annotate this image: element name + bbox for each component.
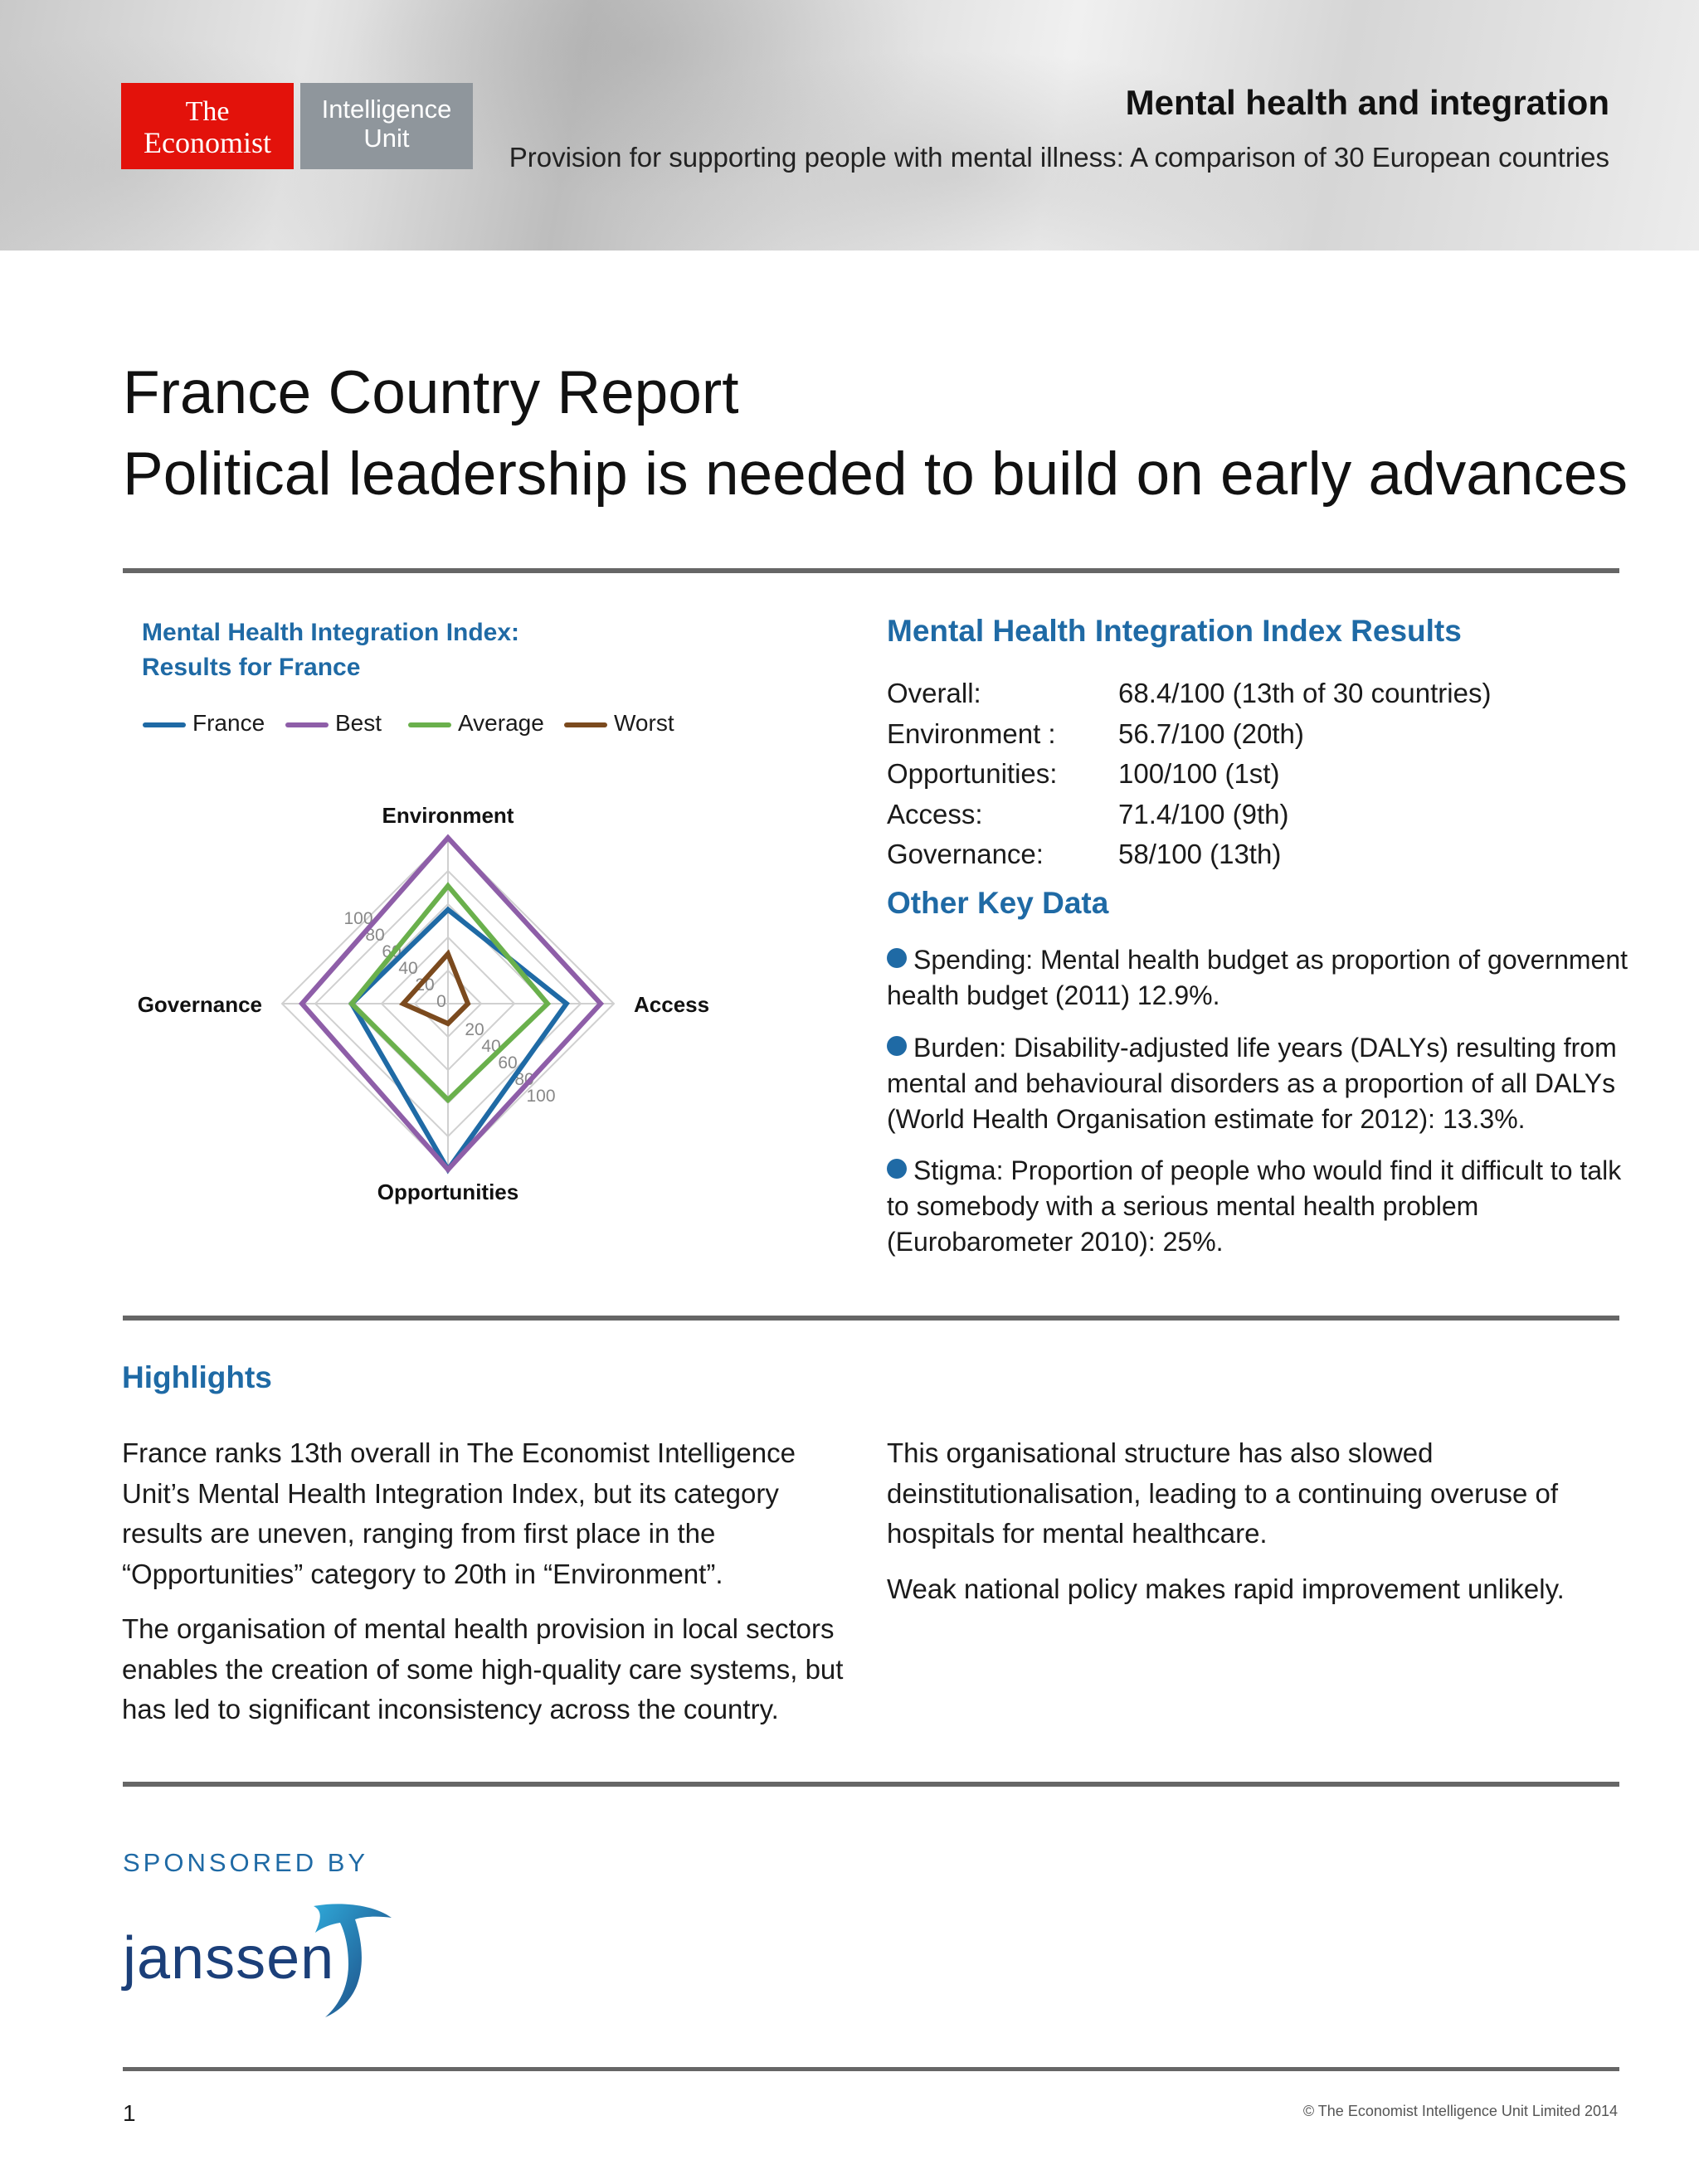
copyright-notice: © The Economist Intelligence Unit Limited 2014 <box>1302 2103 1618 2119</box>
radar-tick-label: 100 <box>526 1087 556 1106</box>
radar-chart <box>116 763 780 1244</box>
chart-title-line2: Results for France <box>142 654 361 681</box>
eiu-logo-line2: Unit <box>363 124 410 153</box>
legend-swatch-worst <box>564 722 607 727</box>
publication-title: Mental health and integration <box>1125 83 1609 122</box>
results-label: Overall: <box>887 678 981 708</box>
results-label: Environment : <box>887 717 1056 749</box>
key-data-text: Spending: Mental health budget as proportion of government health budget (2011) 12.9%. <box>887 945 1628 1010</box>
economist-logo-line2: Economist <box>144 126 271 159</box>
publication-subtitle: Provision for supporting people with mental illness: A comparison of 30 European countries <box>509 142 1609 173</box>
legend-label-worst: Worst <box>614 710 674 736</box>
radar-tick-label: 60 <box>498 1053 518 1073</box>
results-value: 100/100 (1st) <box>1118 758 1280 789</box>
radar-axis-label-environment: Environment <box>382 803 514 828</box>
highlights-paragraph: France ranks 13th overall in The Economist Intelligence Unit’s Mental Health Integration Index, but its category results are uneven, ranging from first place in the “Opportunities” category to 20th in “Environment”. <box>122 1437 796 1589</box>
results-value: 56.7/100 (20th) <box>1118 717 1304 749</box>
divider <box>123 1782 1619 1787</box>
results-value: 58/100 (13th) <box>1118 839 1282 869</box>
janssen-logo-icon <box>307 1899 398 2020</box>
divider <box>123 1316 1619 1321</box>
legend-item-france <box>143 710 265 737</box>
legend-item-best <box>285 710 382 737</box>
results-label: Opportunities: <box>887 758 1058 789</box>
radar-axis-label-governance: Governance <box>137 992 262 1017</box>
bullet-icon <box>887 1159 907 1179</box>
radar-axis-label-access: Access <box>634 992 710 1017</box>
divider <box>123 2067 1619 2071</box>
key-data-text: Stigma: Proportion of people who would find it difficult to talk to somebody with a serious mental health problem (Eurobarometer 2010): 25%. <box>887 1155 1622 1257</box>
radar-axis-label-opportunities: Opportunities <box>377 1180 519 1204</box>
highlights-paragraph: This organisational structure has also slowed deinstitutionalisation, leading to a continuing overuse of hospitals for mental healthcare. <box>887 1437 1559 1549</box>
report-title <box>123 353 1628 515</box>
bullet-icon <box>887 948 907 968</box>
radar-tick-label: 40 <box>398 959 418 978</box>
legend-item-worst <box>564 710 674 737</box>
bullet-icon <box>887 1036 907 1056</box>
radar-tick-label: 80 <box>365 926 385 945</box>
legend-item-average <box>408 710 544 737</box>
highlights-paragraph: The organisation of mental health provision in local sectors enables the creation of some high-quality care systems, but has led to significant inconsistency across the country. <box>122 1613 844 1724</box>
legend-label-average: Average <box>458 710 544 736</box>
legend-swatch-france <box>143 722 186 727</box>
radar-tick-label: 100 <box>343 909 373 928</box>
radar-tick-label: 0 <box>436 992 446 1011</box>
highlights-paragraph: Weak national policy makes rapid improvement unlikely. <box>887 1574 1565 1604</box>
results-heading: Mental Health Integration Index Results <box>887 614 1462 648</box>
eiu-logo-line1: Intelligence <box>321 95 452 124</box>
legend-label-best: Best <box>335 710 382 736</box>
radar-tick-label: 60 <box>382 942 402 961</box>
radar-tick-label: 40 <box>481 1037 501 1056</box>
legend-swatch-best <box>285 722 329 727</box>
page-number: 1 <box>123 2100 136 2126</box>
highlights-heading: Highlights <box>122 1360 272 1394</box>
economist-logo <box>121 83 294 169</box>
report-title-line2: Political leadership is needed to build on early advances <box>123 440 1628 508</box>
key-data-item-spending <box>887 942 1633 1014</box>
legend-swatch-average <box>408 722 451 727</box>
key-data-item-burden <box>887 1030 1633 1137</box>
sponsored-by-label: SPONSORED BY <box>123 1848 369 1877</box>
results-value: 68.4/100 (13th of 30 countries) <box>1118 678 1492 708</box>
divider <box>123 568 1619 573</box>
key-data-text: Burden: Disability-adjusted life years (DALYs) resulting from mental and behavioural disorders as a proportion of all DALYs (World Health Organisation estimate for 2012): 13.3%. <box>887 1033 1617 1134</box>
radar-tick-label: 20 <box>415 975 435 995</box>
report-title-line1: France Country Report <box>123 359 739 426</box>
key-data-heading: Other Key Data <box>887 886 1109 920</box>
results-label: Governance: <box>887 839 1044 869</box>
radar-tick-label: 80 <box>514 1070 534 1089</box>
results-value: 71.4/100 (9th) <box>1118 798 1289 829</box>
chart-title-line1: Mental Health Integration Index: <box>142 619 520 646</box>
eiu-logo <box>300 83 473 169</box>
economist-logo-line1: The <box>185 96 230 127</box>
chart-title <box>142 615 519 685</box>
janssen-logo-text: janssen <box>123 1925 335 1992</box>
radar-tick-label: 20 <box>465 1020 484 1039</box>
legend-label-france: France <box>192 710 265 736</box>
key-data-item-stigma <box>887 1153 1633 1260</box>
results-label: Access: <box>887 798 983 829</box>
